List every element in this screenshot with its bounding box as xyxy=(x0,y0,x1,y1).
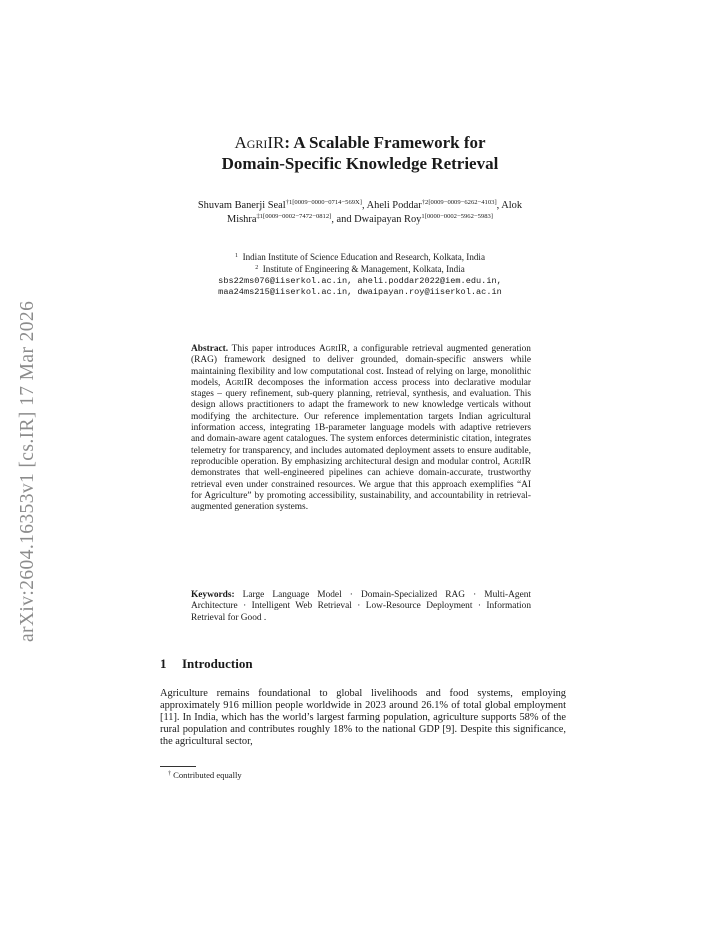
author-orcid-mark: ‡1[0009−0002−7472−0812] xyxy=(256,212,332,220)
section-number: 1 xyxy=(160,656,167,671)
author-list: Shuvam Banerji Seal$^{\dagger 1[0009-0000-0714-569X]}$, Aheli Poddar$^{\dagger 2[0009-0009-6262-4103]}$, Alok Mishra$^{\ddagger 1[0009-0002-7472-0812]}$, and Dwaipayan Roy$^{1[0000-0002-5962-5983]}$ xyxy=(197,199,523,225)
author-name: Alok Mishra xyxy=(227,200,523,225)
author-emails: sbs22ms076@iiserkol.ac.in, aheli.poddar2022@iem.edu.in, xyxy=(218,275,502,286)
author-name: Shuvam Banerji Seal xyxy=(197,200,286,211)
paper-title xyxy=(160,132,560,174)
section-title: Introduction xyxy=(182,656,253,671)
section-heading xyxy=(160,656,253,672)
author-name: Dwaipayan Roy xyxy=(354,213,422,225)
abstract-label: Abstract. xyxy=(191,344,229,354)
affiliation-2: $^2$ Institute of Engineering & Management, Kolkata, India xyxy=(255,263,465,274)
footnote: † Contributed equally xyxy=(168,770,242,780)
abstract: Abstract. This paper introduces AgriIR, a configurable retrieval augmented generation (RAG) framework designed to deliver grounded, domain-specific answers while maintaining flexibility and low computational cost. Instead of relying on large, monolithic models, AgriIR decomposes the information access process into declarative modular stages – query refinement, sub-query planning, retrieval, synthesis, and evaluation. This design allows practitioners to adapt the framework to new knowledge verticals without modifying the architecture. Our reference implementation targets Indian agricultural information access, integrating 1B-parameter language models with adaptive retrievers and domain-aware agent catalogues. The system enforces deterministic citation, integrates telemetry for transparency, and includes automated deployment assets to ensure auditable, reproducible operation. By emphasizing architectural design and modular control, AgriIR demonstrates that well-engineered pipelines can achieve domain-accurate, trustworthy retrieval even under constrained resources. We argue that this approach exemplifies “AI for Agriculture” by promoting accessibility, sustainability, and accountability in retrieval-augmented generation systems. xyxy=(191,344,531,513)
keywords: Keywords: Large Language Model · Domain-Specialized RAG · Multi-Agent Architecture · Intelligent Web Retrieval · Low-Resource Deployment · Information Retrieval for Good . xyxy=(191,590,531,623)
author-orcid-mark: 1[0000−0002−5962−5983] xyxy=(421,212,493,220)
affiliation-1: $^1$ Indian Institute of Science Education and Research, Kolkata, India xyxy=(235,252,485,262)
author-orcid-mark: †2[0009−0009−6262−4103] xyxy=(421,199,497,206)
author-name: Aheli Poddar xyxy=(366,200,422,211)
title-line-1: : A Scalable Framework for xyxy=(284,133,486,152)
body-paragraph: Agriculture remains foundational to global livelihoods and food systems, employing approximately 916 million people worldwide in 2023 around 26.1% of total global employment [11]. In India, which has the world’s largest farming population, agriculture supports 58% of the rural population and contributes roughly 18% to the national GDP [9]. Despite this significance, the agricultural sector, xyxy=(160,688,566,748)
title-line-2: Domain-Specific Knowledge Retrieval xyxy=(221,154,499,173)
author-emails: maa24ms215@iiserkol.ac.in, dwaipayan.roy@iiserkol.ac.in xyxy=(218,287,502,298)
affiliations xyxy=(160,252,560,299)
author-orcid-mark: †1[0009−0000−0714−569X] xyxy=(285,199,362,206)
title-system-name: AgriIR xyxy=(234,133,285,152)
arxiv-identifier-stamp: arXiv:2604.16353v1 [cs.IR] 17 Mar 2026 xyxy=(17,300,38,642)
footnote-rule xyxy=(160,766,196,767)
keywords-label: Keywords: xyxy=(191,590,235,600)
